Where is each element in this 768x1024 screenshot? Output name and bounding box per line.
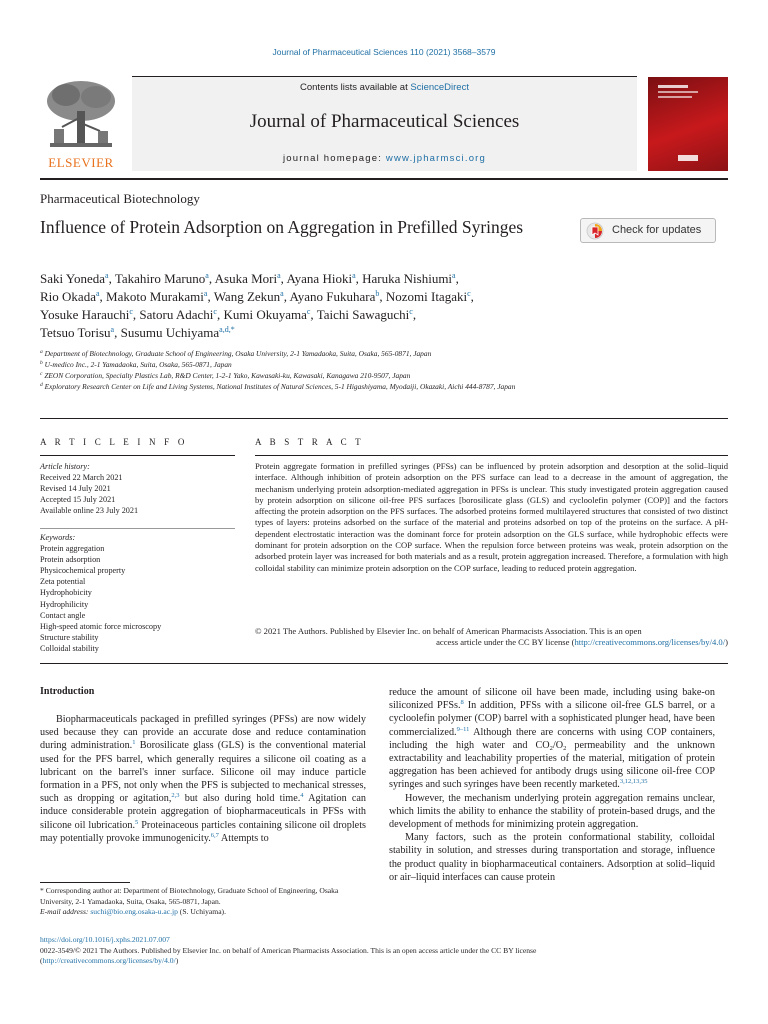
elsevier-wordmark: ELSEVIER (48, 155, 114, 170)
affiliation-mark: b (40, 360, 43, 366)
author-affiliation-mark[interactable]: a (105, 271, 109, 280)
author-separator: , (114, 325, 121, 340)
text-run: Proteinaceous particles containing silicone oil droplets may potentially provoke immunogenicity. (40, 819, 366, 844)
text-run: permeability and the unknown extractability and leachability properties of the material, mitigation of protein aggregation has been achieved for antibody drugs using silicone oil-free COP syringes and such syringes have been recently marketed. (389, 739, 716, 791)
corresponding-author-footnote (40, 886, 366, 918)
reference-link[interactable]: 2,3 (171, 792, 180, 800)
email-label: E-mail address: (40, 907, 91, 916)
reference-link[interactable]: 1 (132, 739, 136, 747)
article-section-label: Pharmaceutical Biotechnology (40, 191, 200, 206)
author-affiliation-mark[interactable]: a (352, 271, 356, 280)
reference-link[interactable]: 3,12,13,35 (619, 778, 648, 786)
author[interactable] (40, 289, 106, 304)
author-name: Yosuke Harauchi (40, 307, 130, 322)
author-affiliation-mark[interactable]: a (280, 289, 284, 298)
author-name: Saki Yoneda (40, 271, 106, 286)
abstract-heading: A B S T R A C T (255, 437, 364, 447)
footnote-text: Corresponding author at: Department of Biotechnology, Graduate School of Engineering, Osaka University, 2-1 Yamadaoka, Suita, Osaka, 565-0871, Japan. (40, 886, 339, 906)
intro-paragraph (389, 686, 715, 792)
author-name: Makoto Murakami (106, 289, 204, 304)
author-separator: , (283, 289, 290, 304)
abstract-text: Protein aggregate formation in prefilled syringes (PFSs) can be influenced by protein adsorption and desorption at the solid–liquid interface. Although inhibition of protein adsorption on the PFS surface can lead to a decrease in the amount of aggregation, the mechanism underlying protein adsorption-mediated aggregation in PFSs is unclear. This study investigated protein aggregation caused by protein adsorption on silicone oil-free PFS surfaces [borosilicate glass (GLS) and cycloolefin polymer (COP)] and the factors affecting the protein adsorption on the PFS surfaces. The adsorbed proteins formed multilayered structures that consisted of two distinct types of layers: proteins adsorbed on the surface of the material and proteins adsorbed on top of the proteins on the surface. A pH-dependent electrostatic interaction was the dominant force for protein adsorption on the GLS surface, while hydrophobic effects were dominant for protein adsorption on the COP surface. When the repulsion force between proteins was weak, protein adsorption on the adsorbed protein layer was increased for both materials and as a result, protein aggregation increased. Therefore, a formulation with high colloidal stability can minimize protein adsorption on the COP surface, leading to reduced protein aggregation. (255, 461, 728, 573)
affiliation-mark: d (40, 382, 43, 388)
keywords (40, 532, 235, 654)
footnote-email-line (40, 907, 366, 918)
footer-license-link[interactable]: http://creativecommons.org/licenses/by/4.0/ (42, 956, 176, 965)
keyword-item: High-speed atomic force microscopy (40, 621, 162, 631)
author-name: Rio Okada (40, 289, 96, 304)
author-separator: , (310, 307, 317, 322)
check-for-updates-button[interactable] (580, 218, 716, 243)
author-name: Ayano Fukuhara (289, 289, 376, 304)
keyword-item: Colloidal stability (40, 643, 99, 653)
reference-link[interactable]: 8 (460, 699, 464, 707)
author-affiliation-mark[interactable]: c (213, 307, 217, 316)
author-affiliation-mark[interactable]: a,d,* (219, 325, 235, 334)
affiliation-mark: a (40, 349, 43, 355)
footnote-mark: * (40, 886, 44, 895)
author[interactable] (40, 307, 139, 322)
author-name: Tetsuo Torisu (40, 325, 111, 340)
author-separator: , (216, 307, 224, 322)
masthead-center (132, 77, 637, 171)
keyword-item: Hydrophobicity (40, 588, 92, 598)
homepage-link[interactable]: www.jpharmsci.org (385, 153, 487, 164)
author[interactable] (40, 271, 115, 286)
affiliation-text: U-medico Inc., 2-1 Yamadaoka, Suita, Osaka, 565-0871, Japan (44, 360, 232, 369)
history-received: Received 22 March 2021 (40, 473, 123, 482)
author[interactable] (40, 325, 121, 340)
text-run: Agitation can induce considerable protein aggregation of biopharmaceuticals in PFSs with silicone oil lubrication. (40, 793, 366, 831)
author[interactable] (386, 289, 474, 304)
reference-link[interactable]: 4 (300, 792, 304, 800)
author-separator: , (207, 289, 214, 304)
doi-link[interactable]: https://doi.org/10.1016/j.xphs.2021.07.007 (40, 935, 170, 944)
abstract-copyright-line: © 2021 The Authors. Published by Elsevier Inc. on behalf of American Pharmacists Association. This is an open (255, 626, 642, 636)
author-separator: , (355, 271, 363, 286)
author-separator: , (132, 307, 140, 322)
keyword-item: Protein adsorption (40, 555, 101, 565)
author-separator: , (208, 271, 215, 286)
keyword-item: Structure stability (40, 632, 99, 642)
keyword-item: Physicochemical property (40, 566, 126, 576)
author-affiliation-mark[interactable]: a (452, 271, 456, 280)
author-name: Nozomi Itagaki (385, 289, 468, 304)
journal-name: Journal of Pharmaceutical Sciences (249, 111, 520, 132)
access-suffix: ) (725, 637, 728, 648)
affiliation-item (40, 348, 545, 359)
history-label: Article history: (40, 462, 90, 471)
author-separator: , (280, 271, 287, 286)
affiliation-text: ZEON Corporation, Specialty Plastics Lab, R&D Center, 1-2-1 Yako, Kawasaki-ku, Kawasaki, Kanagawa 210-9507, Japan (44, 371, 411, 380)
keyword-item: Zeta potential (40, 577, 86, 587)
journal-cover-thumbnail[interactable] (648, 77, 728, 171)
keywords-label: Keywords: (40, 533, 76, 542)
abstract-rule (255, 455, 728, 456)
license-link-line (40, 956, 730, 967)
elsevier-logo (40, 77, 122, 171)
check-updates-label: Check for updates (612, 224, 702, 236)
cc-license-link[interactable]: http://creativecommons.org/licenses/by/4.0/ (574, 637, 726, 648)
author-affiliation-mark[interactable]: a (277, 271, 281, 280)
author-affiliation-mark[interactable]: c (306, 307, 311, 316)
subscript: 2 (549, 744, 553, 752)
body-column-left (40, 713, 366, 845)
author-list (40, 270, 730, 342)
author-name: Susumu Uchiyama (120, 325, 220, 340)
paren-close: ) (175, 956, 179, 965)
text-run: In addition, PFSs with a silicone oil-free GLS barrel, or a cycloolefin polymer (COP) barrel with a sophisticated plunger head, have been commercialized. (389, 700, 715, 738)
cover-graphic-icon (648, 77, 728, 171)
page-footer (40, 935, 730, 967)
author-affiliation-mark[interactable]: a (95, 289, 100, 298)
reference-link[interactable]: 6,7 (210, 831, 219, 839)
author[interactable] (139, 307, 223, 322)
title-rule (40, 418, 728, 419)
author-affiliation-mark[interactable]: c (409, 307, 413, 316)
text-run: Borosilicate glass (GLS) is the conventional material used for the PFS barrel, which generally requires a silicone oil coating as a lubricant on the barrel's inner surface. Silicone oil may induce particle formation in a PFS, not only when the PFS is subjected to mechanical stresses, such as dropping or agitation, (40, 740, 366, 805)
text-run: /O (552, 739, 564, 751)
article-info-rule (40, 455, 235, 456)
author-name: Ayana Hioki (286, 271, 353, 286)
sciencedirect-link[interactable]: ScienceDirect (410, 82, 469, 93)
text-run: but also during hold time. (179, 793, 301, 805)
history-rule (40, 528, 235, 529)
author[interactable] (106, 289, 214, 304)
intro-paragraph: Many factors, such as the protein conformational stability, colloidal stability in solution, and stresses during transportation and storage, influence the product quality in biopharmaceutical containers. Adsorption at solid–liquid or air–liquid interfaces can cause protein (389, 832, 715, 883)
keyword-item: Hydrophilicity (40, 599, 89, 609)
author-affiliation-mark[interactable]: c (467, 289, 471, 298)
author[interactable] (362, 271, 459, 286)
affiliation-mark: c (40, 371, 43, 377)
elsevier-tree-icon (40, 77, 122, 155)
reference-link[interactable]: 5 (135, 818, 139, 826)
contents-prefix: Contents lists available at (300, 82, 411, 93)
homepage-line (132, 153, 637, 164)
reference-link[interactable]: 9–11 (456, 725, 470, 733)
author-name: Haruka Nishiumi (362, 271, 453, 286)
affiliation-text: Department of Biotechnology, Graduate School of Engineering, Osaka University, 2-1 Yamadaoka, Suita, Osaka, 565-0871, Japan (44, 349, 432, 358)
article-info-heading: A R T I C L E I N F O (40, 437, 188, 447)
author-affiliation-mark[interactable]: a (110, 325, 115, 334)
author[interactable] (115, 271, 215, 286)
abstract-access-line (255, 637, 728, 648)
header-rule (40, 178, 728, 180)
email-suffix: (S. Uchiyama). (177, 907, 226, 916)
author-name: Asuka Mori (214, 271, 278, 286)
history-revised: Revised 14 July 2021 (40, 484, 111, 493)
license-line: 0022-3549/© 2021 The Authors. Published by Elsevier Inc. on behalf of American Pharmacists Association. This is an open access article under the CC BY license (40, 945, 537, 955)
author-name: Satoru Adachi (139, 307, 214, 322)
author[interactable] (215, 271, 287, 286)
check-updates-icon (586, 222, 604, 240)
keyword-item: Protein aggregation (40, 544, 105, 554)
introduction-heading: Introduction (40, 686, 95, 697)
affiliation-item (40, 359, 545, 370)
paren-open: ( (40, 956, 43, 965)
text-run: reduce the amount of silicone oil have been made, including using bake-on siliconized PFSs. (389, 687, 715, 712)
author-name: Takahiro Maruno (114, 271, 206, 286)
keyword-item: Contact angle (40, 610, 86, 620)
access-prefix: access article under the CC BY license ( (436, 637, 575, 648)
author-name: Kumi Okuyama (223, 307, 307, 322)
history-accepted: Accepted 15 July 2021 (40, 495, 116, 504)
author-name: Taichi Sawaguchi (316, 307, 410, 322)
footnote-rule (40, 882, 130, 883)
affiliation-item (40, 381, 545, 392)
author-separator: , (470, 289, 474, 304)
author[interactable] (317, 307, 416, 322)
author-separator: , (379, 289, 386, 304)
author-name: Wang Zekun (213, 289, 281, 304)
author-affiliation-mark[interactable]: a (203, 289, 208, 298)
masthead (40, 77, 730, 173)
author-separator: , (99, 289, 107, 304)
author-affiliation-mark[interactable]: b (375, 289, 380, 298)
contents-line (132, 82, 637, 93)
author[interactable] (214, 289, 290, 304)
author-separator: , (455, 271, 459, 286)
author-separator: , (412, 307, 417, 322)
history-online: Available online 23 July 2021 (40, 506, 139, 515)
abstract-copyright (255, 626, 728, 649)
body-column-right (389, 686, 715, 884)
footnote-address (40, 886, 366, 907)
text-run: Biopharmaceuticals packaged in prefilled syringes (PFSs) are now widely used because they can provide an accurate dose and reduce contamination during administration. (40, 714, 366, 752)
abstract-bottom-rule (40, 663, 728, 664)
email-link[interactable]: suchi@bio.eng.osaka-u.ac.jp (90, 907, 178, 916)
affiliation-text: Exploratory Research Center on Life and Living Systems, National Institutes of Natural Sciences, 5-1 Higashiyama, Myodaiji, Okazaki, Aichi 444-8787, Japan (44, 382, 516, 391)
homepage-prefix: journal homepage: (282, 153, 386, 164)
subscript: 2 (563, 744, 567, 752)
article-history (40, 461, 235, 516)
author-separator: , (108, 271, 115, 286)
affiliation-item (40, 370, 545, 381)
journal-citation[interactable]: Journal of Pharmaceutical Sciences 110 (2021) 3568–3579 (272, 47, 496, 57)
intro-paragraph (40, 713, 366, 845)
author[interactable] (121, 325, 235, 340)
text-run: Although there are concerns with using COP containers, including the high water and CO (389, 726, 715, 751)
article-title: Influence of Protein Adsorption on Aggregation in Prefilled Syringes (40, 217, 524, 237)
author[interactable] (286, 271, 362, 286)
author-affiliation-mark[interactable]: c (129, 307, 133, 316)
author[interactable] (223, 307, 316, 322)
affiliations (40, 348, 545, 392)
author-affiliation-mark[interactable]: a (205, 271, 209, 280)
author[interactable] (290, 289, 386, 304)
intro-paragraph: However, the mechanism underlying protein aggregation remains unclear, which limits the ability to enhance the stability of protein-based drugs, and the development of methods for minimizing protein aggregation. (389, 792, 715, 831)
text-run: Attempts to (218, 832, 269, 844)
